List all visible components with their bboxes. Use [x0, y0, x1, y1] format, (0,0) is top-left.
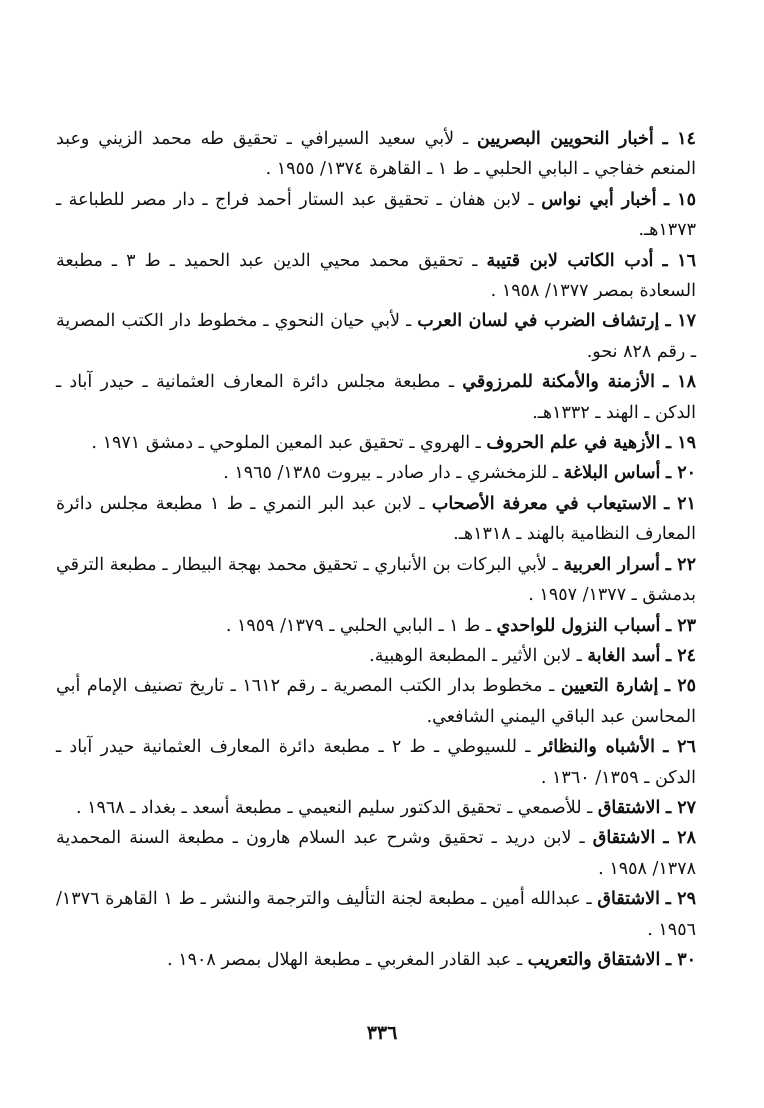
entry-title: الاشتقاق والتعريب [527, 949, 661, 970]
bibliography-entry [56, 428, 696, 458]
entry-number: ١٦ ـ [662, 250, 696, 271]
bibliography-entry [56, 124, 696, 185]
entry-details: ـ ط ١ ـ البابي الحلبي ـ ١٣٧٩/ ١٩٥٩ . [225, 615, 497, 636]
entry-title: الاستيعاب في معرفة الأصحاب [431, 493, 657, 514]
entry-number: ١٤ ـ [662, 129, 696, 149]
bibliography-entry [56, 246, 696, 307]
entry-number: ٣٠ ـ [665, 949, 696, 970]
entry-title: أساس البلاغة [563, 463, 661, 484]
entry-number: ٢٢ ـ [665, 554, 696, 575]
entry-details: ـ لابن دريد ـ تحقيق وشرح عبد السلام هارون ـ مطبعة السنة المحمدية ١٣٧٨/ ١٩٥٨ . [56, 828, 696, 879]
entry-title: الأشباه والنظائر [538, 737, 655, 758]
bibliography-entry [56, 671, 696, 732]
bibliography-entry [56, 185, 696, 246]
entry-details: ـ لأبي حيان النحوي ـ مخطوط دار الكتب المصرية ـ رقم ٨٢٨ نحو. [56, 311, 696, 362]
bibliography-entry [56, 611, 696, 641]
entry-title: الأزمنة والأمكنة للمرزوقي [462, 372, 655, 393]
entry-number: ١٧ ـ [665, 311, 697, 332]
bibliography-entry [56, 732, 696, 793]
entry-details: ـ مخطوط بدار الكتب المصرية ـ رقم ١٦١٢ ـ تاريخ تصنيف الإمام أبي المحاسن عبد الباقي اليمني الشافعي. [56, 676, 696, 727]
bibliography-entry [56, 945, 696, 975]
entry-details: ـ مطبعة مجلس دائرة المعارف العثمانية ـ حيدر آباد ـ الدكن ـ الهند ـ ١٣٣٢هـ. [56, 372, 696, 423]
entry-number: ١٩ ـ [665, 433, 696, 454]
entry-details: ـ لابن عبد البر النمري ـ ط ١ مطبعة مجلس دائرة المعارف النظامية بالهند ـ ١٣١٨هـ. [56, 493, 696, 545]
entry-number: ٢٨ ـ [663, 828, 696, 849]
entry-details: ـ لابن الأثير ـ المطبعة الوهبية. [369, 645, 588, 666]
entry-number: ٢٦ ـ [663, 737, 696, 758]
bibliography-entry [56, 641, 696, 671]
entry-title: إرتشاف الضرب في لسان العرب [417, 311, 660, 332]
entry-number: ٢٩ ـ [665, 889, 696, 910]
bibliography-entry [56, 550, 696, 611]
bibliography-list [56, 124, 696, 975]
entry-title: أسد الغابة [587, 645, 661, 666]
entry-title: الاشتقاق [597, 889, 660, 910]
entry-title: أخبار أبي نواس [541, 189, 657, 210]
entry-number: ٢٣ ـ [665, 615, 696, 636]
bibliography-entry [56, 489, 696, 550]
entry-details: ـ لابن هفان ـ تحقيق عبد الستار أحمد فراج ـ دار مصر للطباعة ـ ١٣٧٣هـ. [56, 189, 696, 241]
bibliography-entry [56, 458, 696, 488]
entry-title: الأزهية في علم الحروف [486, 433, 661, 454]
entry-title: أسرار العربية [563, 554, 661, 575]
entry-title: أدب الكاتب لابن قتيبة [486, 250, 654, 271]
bibliography-entry [56, 884, 696, 945]
bibliography-entry [56, 823, 696, 884]
entry-number: ٢٤ ـ [665, 645, 696, 666]
entry-title: الاشتقاق [592, 828, 656, 849]
entry-details: ـ عبد القادر المغربي ـ مطبعة الهلال بمصر ١٩٠٨ . [167, 949, 528, 970]
entry-details: ـ للزمخشري ـ دار صادر ـ بيروت ١٣٨٥/ ١٩٦٥ . [223, 463, 564, 484]
entry-title: الاشتقاق [597, 797, 661, 818]
bibliography-entry [56, 793, 696, 823]
entry-number: ٢٠ ـ [665, 463, 696, 484]
entry-number: ١٥ ـ [664, 189, 696, 210]
bibliography-entry [56, 306, 696, 367]
entry-number: ٢١ ـ [664, 493, 696, 514]
bibliography-entry [56, 367, 696, 428]
entry-details: ـ للسيوطي ـ ط ٢ ـ مطبعة دائرة المعارف العثمانية حيدر آباد ـ الدكن ـ ١٣٥٩/ ١٣٦٠ . [56, 737, 696, 788]
entry-details: ـ تحقيق محمد محيي الدين عبد الحميد ـ ط ٣ ـ مطبعة السعادة بمصر ١٣٧٧/ ١٩٥٨ . [56, 250, 696, 302]
entry-number: ٢٧ ـ [665, 797, 696, 818]
entry-details: ـ عبدالله أمين ـ مطبعة لجنة التأليف والترجمة والنشر ـ ط ١ القاهرة ١٣٧٦/ ١٩٥٦ . [56, 889, 696, 940]
entry-number: ٢٥ ـ [664, 676, 696, 697]
entry-details: ـ لأبي سعيد السيرافي ـ تحقيق طه محمد الزيني وعبد المنعم خفاجي ـ البابي الحلبي ـ ط ١ ـ القاهرة ١٣٧٤/ ١٩٥٥ . [56, 129, 696, 180]
entry-title: أسباب النزول للواحدي [496, 615, 661, 636]
entry-details: ـ لأبي البركات بن الأنباري ـ تحقيق محمد بهجة البيطار ـ مطبعة الترقي بدمشق ـ ١٣٧٧/ ١٩٥٧ . [56, 554, 696, 606]
entry-title: إشارة التعيين [560, 676, 659, 697]
entry-details: ـ للأصمعي ـ تحقيق الدكتور سليم النعيمي ـ مطبعة أسعد ـ بغداد ـ ١٩٦٨ . [75, 797, 598, 818]
entry-number: ١٨ ـ [663, 372, 696, 393]
page-number: ٣٣٦ [366, 1022, 398, 1044]
entry-details: ـ الهروي ـ تحقيق عبد المعين الملوحي ـ دمشق ١٩٧١ . [91, 433, 487, 454]
entry-title: أخبار النحويين البصريين [477, 129, 654, 149]
